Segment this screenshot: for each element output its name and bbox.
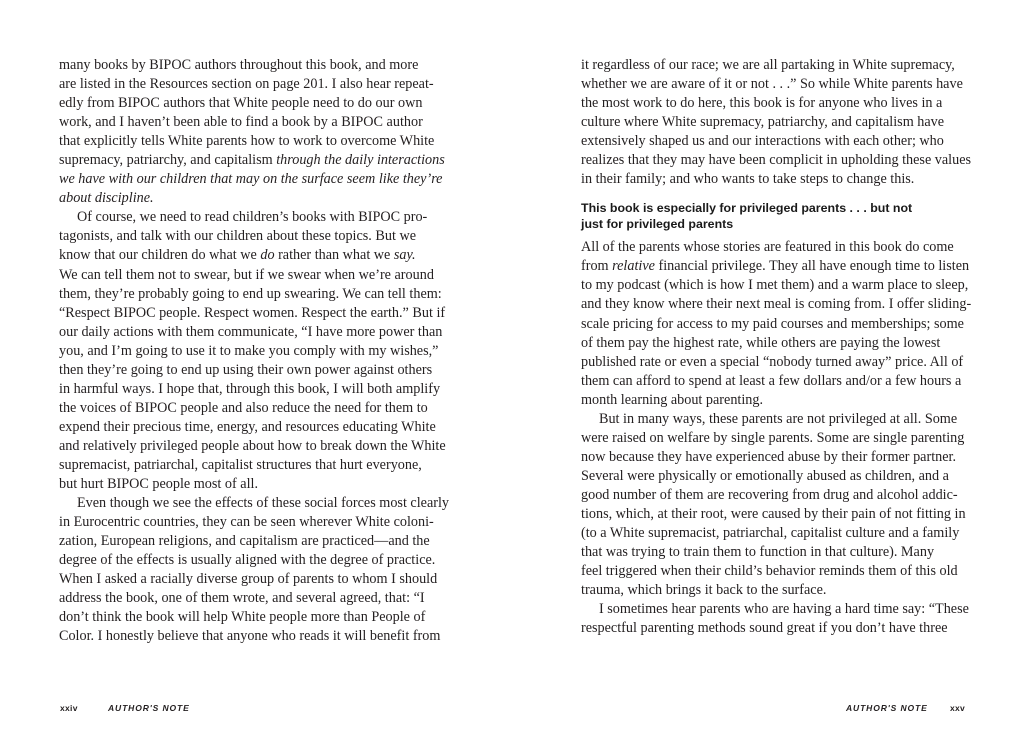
text-line — [59, 456, 449, 475]
left-page-number: xxiv — [60, 703, 78, 713]
text-line — [59, 399, 449, 418]
line-text: supremacy, patriarchy, and capitalism — [59, 152, 277, 169]
emphasis-text: do — [260, 247, 275, 264]
text-line — [59, 56, 449, 75]
line-text: work, and I haven’t been able to find a book by a BIPOC author — [59, 114, 423, 131]
line-text: zation, European religions, and capitalism are practiced—and the — [59, 533, 430, 550]
text-line — [581, 257, 971, 276]
line-text: All of the parents whose stories are featured in this book do come — [581, 239, 954, 256]
line-text: edly from BIPOC authors that White people need to do our own — [59, 95, 423, 112]
line-text: and relatively privileged people about how to break down the White — [59, 437, 446, 454]
line-text: now because they have experienced abuse by their former partner. — [581, 448, 957, 465]
line-text: them can afford to spend at least a few dollars and/or a few hours a — [581, 372, 962, 389]
line-text: in their family; and who wants to take steps to change this. — [581, 171, 915, 188]
text-line — [581, 372, 971, 391]
text-line — [581, 295, 971, 314]
line-text: month learning about parenting. — [581, 391, 764, 408]
text-line — [581, 94, 971, 113]
line-text: but hurt BIPOC people most of all. — [59, 476, 259, 493]
line-text: it regardless of our race; we are all partaking in White supremacy, — [581, 57, 955, 73]
text-line — [59, 513, 449, 532]
line-text: whether we are aware of it or not . . .” So while White parents have — [581, 76, 963, 93]
text-line — [59, 94, 449, 113]
right-text-before-heading — [581, 56, 971, 189]
line-text: Color. I honestly believe that anyone who reads it will benefit from — [59, 628, 441, 645]
emphasis-text: through the daily interactions — [276, 152, 445, 169]
text-line — [581, 524, 971, 543]
text-line — [581, 170, 971, 189]
text-line — [581, 132, 971, 151]
line-text: in Eurocentric countries, they can be seen wherever White coloni- — [59, 514, 434, 531]
line-text: were raised on welfare by single parents. Some are single parenting — [581, 429, 965, 446]
line-text: culture where White supremacy, patriarchy, and capitalism have — [581, 114, 945, 131]
text-line — [59, 532, 449, 551]
left-page-body-text — [59, 56, 449, 646]
text-line — [59, 437, 449, 456]
text-line — [581, 391, 971, 410]
left-running-head: AUTHOR'S NOTE — [108, 703, 190, 713]
line-text: degree of the effects is usually aligned with the degree of practice. — [59, 552, 436, 569]
text-line — [59, 608, 449, 627]
line-text: address the book, one of them wrote, and several agreed, that: “I — [59, 590, 425, 607]
emphasis-text: relative — [612, 258, 655, 275]
emphasis-text: say. — [393, 247, 416, 264]
line-text: financial privilege. They all have enough time to listen — [654, 258, 970, 275]
line-text: the voices of BIPOC people and also reduce the need for them to — [59, 399, 428, 416]
line-text: published rate or even a special “nobody turned away” price. All of — [581, 353, 964, 370]
line-text: (to a White supremacist, patriarchal, capitalist culture and a family — [581, 525, 960, 542]
text-line — [59, 627, 449, 646]
section-heading-line-1: This book is especially for privileged parents . . . but not — [581, 201, 913, 216]
text-line — [581, 315, 971, 334]
line-text: respectful parenting methods sound great if you don’t have three — [581, 620, 948, 637]
text-line — [59, 570, 449, 589]
text-line — [581, 467, 971, 486]
line-text: good number of them are recovering from drug and alcohol addic- — [581, 486, 958, 503]
text-line — [581, 353, 971, 372]
line-text: rather than what we — [274, 247, 394, 264]
line-text: then they’re going to end up using their own power against others — [59, 361, 433, 378]
line-text: feel triggered when their child’s behavior reminds them of this old — [581, 563, 958, 580]
text-line — [581, 56, 971, 75]
line-text: many books by BIPOC authors throughout this book, and more — [59, 57, 419, 73]
line-text: trauma, which brings it back to the surface. — [581, 582, 827, 599]
line-text: are listed in the Resources section on page 201. I also hear repeat- — [59, 76, 434, 93]
line-text: our daily actions with them communicate, “I have more power than — [59, 323, 443, 340]
text-line — [59, 361, 449, 380]
line-text: Several were physically or emotionally abused as children, and a — [581, 467, 949, 484]
section-heading-line-2: just for privileged parents — [581, 217, 734, 232]
line-text: that explicitly tells White parents how to work to overcome White — [59, 133, 435, 150]
line-text: the most work to do here, this book is for anyone who lives in a — [581, 95, 943, 112]
emphasis-text: we have with our children that may on the surface seem like they’re — [59, 171, 443, 188]
text-line — [581, 75, 971, 94]
right-page-body-text — [581, 56, 971, 638]
text-line — [59, 589, 449, 608]
line-text: extensively shaped us and our interactions with each other; who — [581, 133, 944, 150]
line-text: and they know where their next meal is coming from. I offer sliding- — [581, 296, 972, 313]
right-running-head: AUTHOR'S NOTE — [846, 703, 928, 713]
line-text: from — [581, 258, 613, 275]
line-text: We can tell them not to swear, but if we swear when we’re around — [59, 266, 434, 283]
text-line — [581, 238, 971, 257]
line-text: don’t think the book will help White people more than People of — [59, 609, 426, 626]
emphasis-text: about discipline. — [59, 190, 154, 207]
text-line — [581, 429, 971, 448]
line-text: realizes that they may have been complicit in upholding these values — [581, 152, 972, 169]
line-text: you, and I’m going to use it to make you comply with my wishes,” — [59, 342, 439, 359]
text-line — [59, 494, 449, 513]
text-line — [59, 342, 449, 361]
text-line — [59, 132, 449, 151]
right-text-after-heading — [581, 238, 971, 638]
line-text: supremacist, patriarchal, capitalist structures that hurt everyone, — [59, 456, 422, 473]
text-line — [581, 334, 971, 353]
line-text: When I asked a racially diverse group of parents to whom I should — [59, 571, 438, 588]
text-line — [59, 323, 449, 342]
text-line — [59, 551, 449, 570]
text-line — [59, 380, 449, 399]
text-line — [581, 600, 971, 619]
line-text: expend their precious time, energy, and resources educating White — [59, 418, 436, 435]
text-line — [59, 246, 449, 265]
text-line — [581, 151, 971, 170]
right-page-number: xxv — [950, 703, 966, 713]
text-line — [59, 189, 449, 208]
line-text: Even though we see the effects of these social forces most clearly — [77, 495, 450, 512]
section-heading — [581, 189, 971, 238]
text-line — [581, 581, 971, 600]
line-text: But in many ways, these parents are not privileged at all. Some — [599, 410, 958, 427]
right-page — [512, 0, 1024, 745]
text-line — [581, 505, 971, 524]
text-line — [59, 208, 449, 227]
line-text: “Respect BIPOC people. Respect women. Respect the earth.” But if — [59, 304, 446, 321]
text-line — [581, 486, 971, 505]
text-line — [59, 113, 449, 132]
text-line — [59, 266, 449, 285]
text-line — [59, 227, 449, 246]
text-line — [59, 304, 449, 323]
line-text: tions, which, at their root, were caused by their pain of not fitting in — [581, 505, 966, 522]
text-line — [581, 113, 971, 132]
text-line — [59, 75, 449, 94]
text-line — [59, 418, 449, 437]
line-text: in harmful ways. I hope that, through this book, I will both amplify — [59, 380, 441, 397]
text-line — [581, 276, 971, 295]
line-text: to my podcast (which is how I met them) and a warm place to sleep, — [581, 277, 969, 294]
line-text: of them pay the highest rate, while others are paying the lowest — [581, 334, 941, 351]
line-text: them, they’re probably going to end up swearing. We can tell them: — [59, 285, 442, 302]
line-text: Of course, we need to read children’s books with BIPOC pro- — [77, 209, 428, 226]
text-line — [59, 170, 449, 189]
text-line — [59, 285, 449, 304]
line-text: scale pricing for access to my paid courses and memberships; some — [581, 315, 964, 332]
line-text: know that our children do what we — [59, 247, 261, 264]
text-line — [581, 619, 971, 638]
text-line — [581, 448, 971, 467]
text-line — [581, 410, 971, 429]
line-text: I sometimes hear parents who are having a hard time say: “These — [599, 601, 969, 618]
text-line — [581, 562, 971, 581]
line-text: that was trying to train them to function in that culture). Many — [581, 544, 935, 561]
text-line — [59, 151, 449, 170]
text-line — [581, 543, 971, 562]
line-text: tagonists, and talk with our children about these topics. But we — [59, 228, 416, 245]
text-line — [59, 475, 449, 494]
